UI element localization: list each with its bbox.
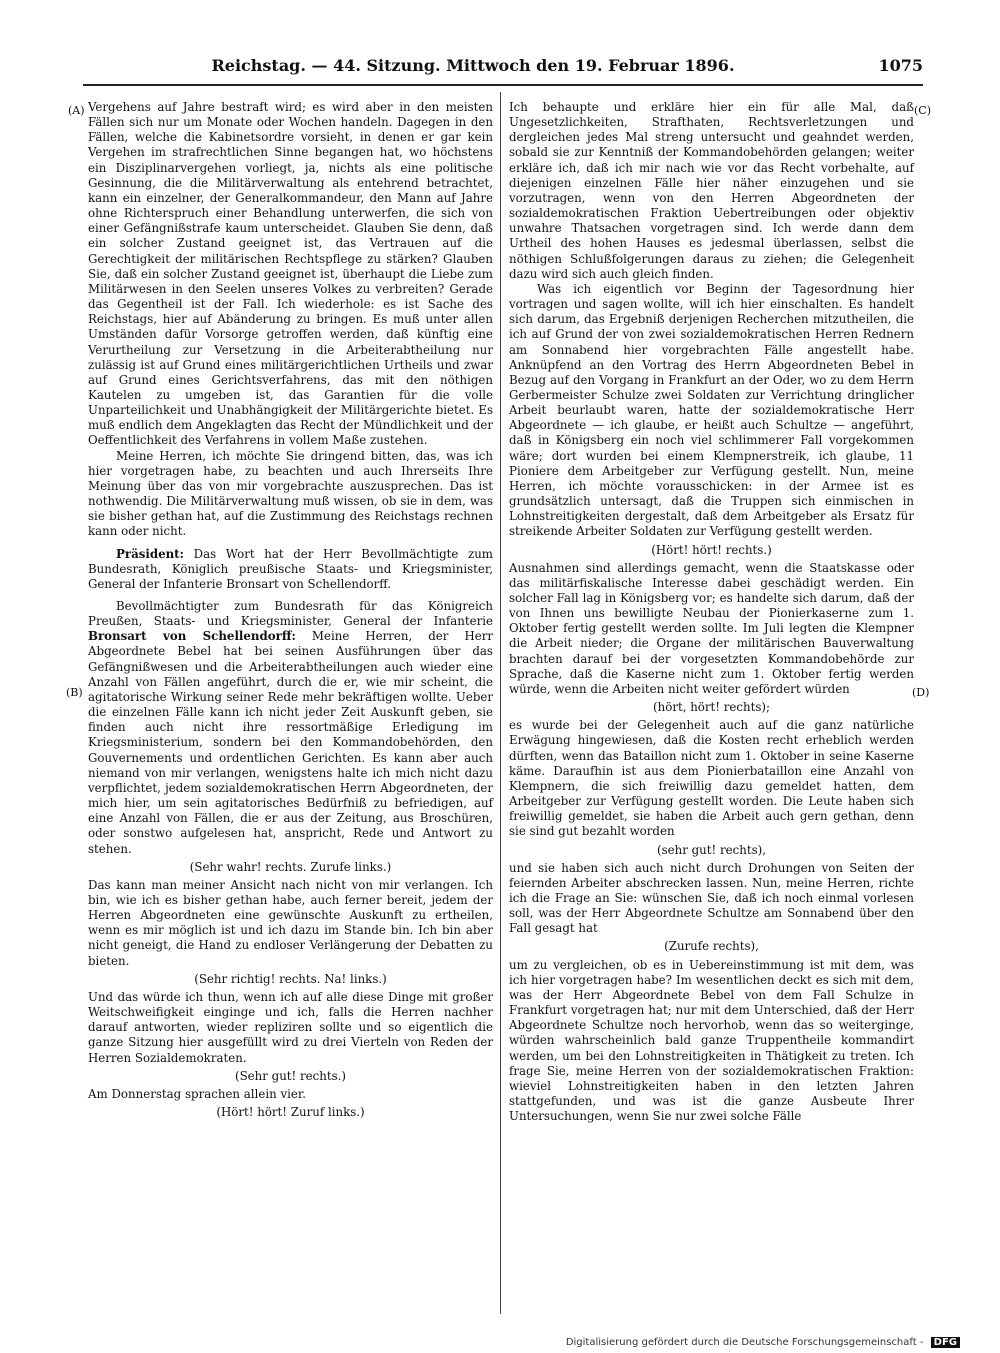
speaker-name: Bronsart von Schellendorff: xyxy=(88,629,296,644)
page-number: 1075 xyxy=(878,56,923,75)
interjection: (Sehr richtig! rechts. Na! links.) xyxy=(194,971,387,986)
header-rule xyxy=(83,84,923,86)
minister-text: Meine Herren, der Herr Abgeordnete Bebel hat bei seinen Ausführungen über das Gefängnißwesen und die Arbeiterabtheilungen auch wieder eine Anzahl von Fällen angeführt, durch die er, wie mir scheint, die agitatorische Wirkung seiner Rede mehr bekräftigen wollte. Ueber die einzelnen Fälle kann ich nicht jeder Zeit Auskunft geben, sie finden auch nicht ihre ressortmäßige Erledigung im Kriegsministerium, sondern bei den Kommandobehörden, den Gouvernements und ordentlichen Gerichten. Es kann aber auch niemand von mir verlangen, wenigstens halte ich mich nicht dazu verpflichtet, jedem sozialdemokratischen Herrn Abgeordneten, der mich hier, um sein agitatorisches Bedürfniß zu befriedigen, auf eine Anzahl von Fällen, die er aus der Zeitung, aus Broschüren, oder sonstwo aufgelesen hat, anspricht, Rede und Antwort zu stehen. xyxy=(88,629,493,856)
paragraph: Ich behaupte und erkläre hier ein für alle Mal, daß Ungesetzlichkeiten, Strafthaten, Rechtsverletzungen und dergleichen jedes Mal streng untersucht und geahndet werden, sobald sie zur Kenntniß der Kommandobehörden gelangen; weiter erkläre ich, daß ich mir nach wie vor das Recht vorbehalte, auf diejenigen einzelnen Fälle hier näher einzugehen und sie vorzutragen, wenn von den Herren Abgeordneten der sozialdemokratischen Fraktion Uebertreibungen oder objektiv unwahre Thatsachen vorgetragen sind. Ich werde dann dem Urtheil des hohen Hauses es jedesmal überlassen, selbst die nöthigen Schlußfolgerungen daraus zu ziehen; die Gelegenheit dazu wird sich auch gleich finden. xyxy=(509,100,914,281)
interjection: (Hört! hört! rechts.) xyxy=(651,542,772,557)
page-header xyxy=(83,56,923,80)
footer-credit xyxy=(566,1337,960,1348)
margin-marker-c: (C) xyxy=(914,104,931,117)
interjection: (Sehr gut! rechts.) xyxy=(234,1068,346,1083)
interjection: (Zurufe rechts), xyxy=(664,939,759,954)
paragraph: Meine Herren, ich möchte Sie dringend bitten, das, was ich hier vorgetragen habe, zu beachten und auch Ihrerseits Ihre Meinung über das von mir vorgebrachte auszusprechen. Das ist nothwendig. Die Militärverwaltung muß wissen, ob sie in dem, was sie bisher gethan hat, auf die Zustimmung des Reichstags rechnen kann oder nicht. xyxy=(88,448,493,539)
speaker-label: Präsident: xyxy=(116,546,184,561)
interjection: (Hört! hört! Zuruf links.) xyxy=(216,1105,365,1119)
dfg-logo: DFG xyxy=(931,1337,960,1348)
header-title: Reichstag. — 44. Sitzung. Mittwoch den 19. Februar 1896. xyxy=(211,56,735,75)
paragraph: um zu vergleichen, ob es in Uebereinstimmung ist mit dem, was ich hier vorgetragen habe? Im wesentlichen deckt es sich mit dem, was der Herr Abgeordnete Bebel von dem Fall Schulze in Frankfurt vorgetragen hat; nur mit dem Unterschied, daß der Herr Abgeordnete Schultze noch hervorhob, wenn das so weiterginge, würden wahrscheinlich bald ganze Truppentheile kommandirt werden, um bei den Lohnstreitigkeiten in Thätigkeit zu treten. Ich frage Sie, meine Herren von der sozialdemokratischen Fraktion: wieviel Lohnstreitigkeiten haben in den letzten Jahren stattgefunden, und was ist die ganze Ausbeute Ihrer Untersuchungen, wenn Sie nur zwei solche Fälle xyxy=(509,957,914,1124)
footer-text: Digitalisierung gefördert durch die Deutsche Forschungsgemeinschaft - xyxy=(565,1337,924,1348)
margin-marker-b: (B) xyxy=(66,686,83,699)
column-divider xyxy=(500,92,501,1314)
margin-marker-a: (A) xyxy=(68,104,85,117)
paragraph: und sie haben sich auch nicht durch Drohungen von Seiten der feiernden Arbeiter abschrecken lassen. Nun, meine Herren, richte ich die Frage an Sie: wünschen Sie, daß ich noch einmal vorlesen soll, was der Herr Abgeordnete Schultze am Sonnabend über den Fall gesagt hat xyxy=(509,860,914,936)
minister-speech xyxy=(88,599,493,857)
president-text: Das Wort hat der Herr Bevollmächtigte zum Bundesrath, Königlich preußische Staats- und Kriegsminister, General der Infanterie Bronsart von Schellendorff. xyxy=(88,546,493,591)
margin-marker-d: (D) xyxy=(912,686,930,699)
paragraph: Am Donnerstag sprachen allein vier. xyxy=(88,1086,306,1101)
minister-intro: Bevollmächtigter zum Bundesrath für das Königreich Preußen, Staats- und Kriegsminister, General der Infanterie xyxy=(88,599,493,629)
interjection: (hört, hört! rechts); xyxy=(653,700,770,715)
interjection: (sehr gut! rechts), xyxy=(657,842,766,857)
paragraph: Das kann man meiner Ansicht nach nicht von mir verlangen. Ich bin, wie ich es bisher gethan habe, auch ferner bereit, jedem der Herren Abgeordneten eine gewünschte Auskunft zu ertheilen, wenn es mir möglich ist und ich dazu im Stande bin. Ich bin aber nicht geneigt, die Hand zu endloser Verlängerung der Debatten zu bieten. xyxy=(88,877,493,968)
right-column xyxy=(509,100,914,1124)
paragraph: Ausnahmen sind allerdings gemacht, wenn die Staatskasse oder das militärfiskalische Interesse dabei geschädigt werden. Ein solcher Fall lag in Königsberg vor; es handelte sich darum, daß der von Ihnen uns bewilligte Neubau der Pionierkaserne zum 1. Oktober fertig gestellt werden sollte. Im Juli legten die Klempner die Arbeit nieder; die Organe der militärischen Bauverwaltung brachten darauf bei der vorgesetzten Kommandobehörde zur Sprache, daß die Kaserne nicht zum 1. Oktober fertig werden würde, wenn die Arbeiten nicht weiter gefördert würden xyxy=(509,560,914,696)
interjection: (Sehr wahr! rechts. Zurufe links.) xyxy=(189,859,392,874)
paragraph: es wurde bei der Gelegenheit auch auf die ganz natürliche Erwägung hingewiesen, daß die Kosten recht erheblich werden dürften, wenn das Bataillon nicht zum 1. Oktober in seine Kaserne käme. Daraufhin ist aus dem Pionierbataillon eine Anzahl von Klempnern, die sich freiwillig dazu gemeldet hatten, dem Arbeitgeber zur Verfügung gestellt worden. Die Leute haben sich freiwillig gemeldet, sie haben die Arbeit auch gern gethan, denn sie sind gut bezahlt worden xyxy=(509,718,914,839)
paragraph: Vergehens auf Jahre bestraft wird; es wird aber in den meisten Fällen sich nur um Monate oder Wochen handeln. Dagegen in den Fällen, welche die Kabinetsordre vorsieht, in denen er gar kein Vergehen im strafrechtlichen Sinne begangen hat, wo höchstens ein Disziplinarvergehen vorliegt, ja, nichts als eine politische Gesinnung, die die Militärverwaltung als entehrend betrachtet, kann ein einzelner, der Generalkommandeur, den Mann auf Jahre ohne Richterspruch einer Behandlung unterwerfen, die sich von einer Gefängnißstrafe kaum unterscheidet. Glauben Sie denn, daß ein solcher Zustand geeignet ist, das Vertrauen auf die Gerechtigkeit der militärischen Rechtspflege zu stärken? Glauben Sie, daß ein solcher Zustand geeignet ist, überhaupt die Liebe zum Militärwesen in den Seelen unseres Volkes zu verbreiten? Gerade das Gegentheil ist der Fall. Ich wiederhole: es ist Sache des Reichstags, hier auf Abänderung zu bringen. Es muß unter allen Umständen dafür Vorsorge getroffen werden, daß künftig eine Verurtheilung zur Versetzung in die Arbeiterabtheilung nur zulässig ist auf Grund eines militärgerichtlichen Urtheils und zwar auf Grund eines Gerichtsverfahrens, das mit den nöthigen Kautelen zu umgeben ist, das Garantien für die volle Unparteilichkeit und Unabhängigkeit der Militärgerichte bietet. Es muß endlich dem Angeklagten das Recht der Mündlichkeit und der Oeffentlichkeit des Verfahrens in vollem Maße zustehen. xyxy=(88,100,493,448)
paragraph: Was ich eigentlich vor Beginn der Tagesordnung hier vortragen und sagen wollte, will ich hier einschalten. Es handelt sich darum, das Ergebniß derjenigen Recherchen mitzutheilen, die ich auf Grund der von zwei sozialdemokratischen Herren Rednern am Sonnabend hier vorgebrachten Fälle angestellt habe. Anknüpfend an den Vortrag des Herrn Abgeordneten Bebel in Bezug auf den Vorgang in Frankfurt an der Oder, wo zu dem Herrn Gerbermeister Schulze zwei Soldaten zur Verrichtung dringlicher Arbeit beurlaubt waren, hatte der sozialdemokratische Herr Abgeordnete — ich glaube, er heißt auch Schultze — angeführt, daß in Königsberg ein noch viel schlimmerer Fall vorgekommen wäre; dort wurden bei einem Klempnerstreik, ich glaube, 11 Pioniere dem Arbeitgeber zur Verfügung gestellt. Nun, meine Herren, ich möchte vorausschicken: in der Armee ist es grundsätzlich untersagt, daß die Truppen sich einmischen in Lohnstreitigkeiten dergestalt, daß dem Arbeitgeber als Ersatz für streikende Arbeiter Soldaten zur Verfügung gestellt werden. xyxy=(509,281,914,539)
paragraph: Und das würde ich thun, wenn ich auf alle diese Dinge mit großer Weitschweifigkeit einginge und ich, falls die Herren nachher darauf antworten, wieder repliziren sollte und so eigentlich die ganze Sitzung hier ausgefüllt wird zu drei Vierteln von Reden der Herren Sozialdemokraten. xyxy=(88,989,493,1065)
left-column xyxy=(88,100,493,1123)
president-statement xyxy=(88,547,493,592)
